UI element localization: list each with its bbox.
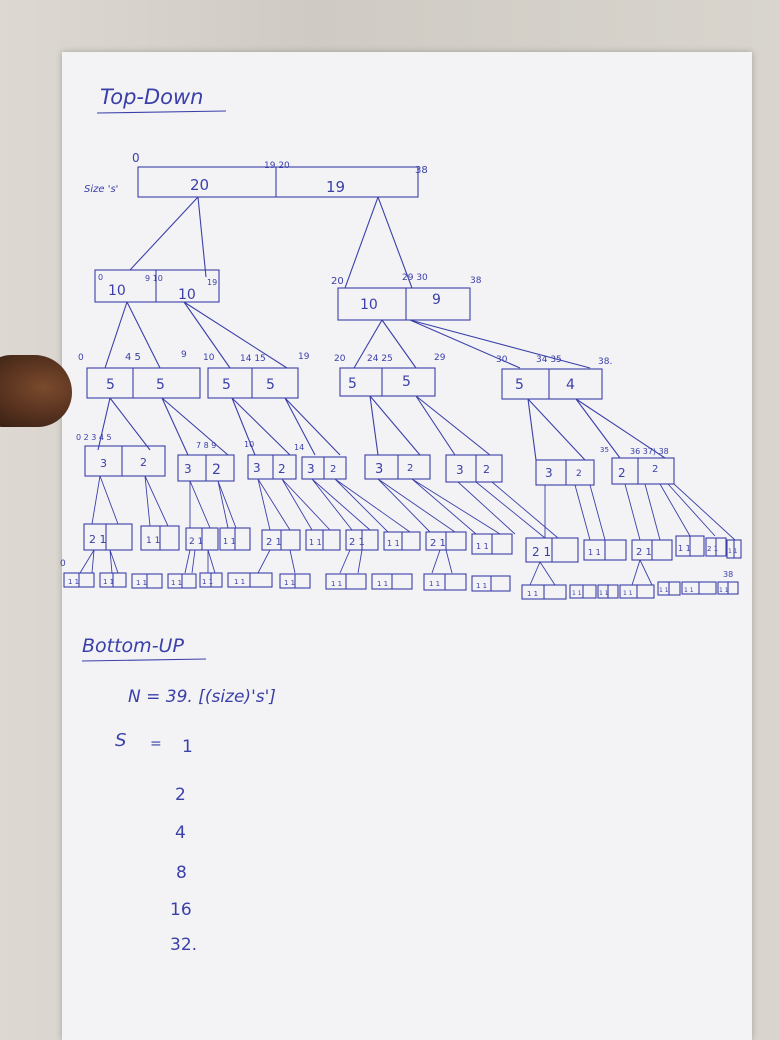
l4-7-val: 2 1	[349, 537, 365, 548]
l5-13-val: 1 1	[572, 590, 582, 597]
l4-box-14	[676, 536, 704, 556]
l3-1-box	[85, 446, 165, 476]
l2-1-left: 5	[106, 377, 115, 393]
l2-4-idx-start: 30	[496, 355, 508, 365]
l4-box-13	[632, 540, 672, 560]
l5-15-val: 1 1	[623, 590, 633, 597]
level3-node-2	[178, 455, 234, 481]
l2-2-idx-end: 19	[298, 352, 310, 362]
root-right-size: 19	[326, 178, 346, 196]
level5-row	[60, 559, 738, 599]
l5-8-val: 1 1	[331, 580, 343, 588]
l4-12-val: 1 1	[588, 548, 601, 557]
l2-4-right: 4	[566, 377, 575, 393]
l5-box-7	[280, 574, 310, 588]
size-label: Size 's'	[84, 184, 119, 195]
edges-l3-l4	[92, 476, 735, 540]
l5-box-6	[228, 573, 272, 587]
l2-2-idx-start: 10	[203, 353, 215, 363]
l5-box-11	[472, 576, 510, 591]
root-idx-mid: 19 20	[264, 161, 290, 171]
l2-1-idx-end: 9	[181, 350, 187, 360]
l4-13-val: 2 1	[636, 547, 652, 558]
l3-6-left: 3	[456, 463, 464, 477]
l4-box-11	[526, 538, 578, 562]
l3-6-right: 2	[483, 463, 490, 476]
l2-2-idx-mid: 14 15	[240, 354, 266, 364]
l5-1-val: 1 1	[68, 578, 80, 586]
l5-box-5	[200, 573, 222, 587]
root-left-size: 20	[190, 176, 210, 194]
l2-3-idx-end: 29	[434, 353, 446, 363]
s-value-8: 8	[176, 863, 187, 883]
l4-box-12	[584, 540, 626, 560]
l1-right-left: 10	[360, 297, 378, 313]
l4-2-val: 1 1	[146, 536, 161, 546]
level4-row	[84, 524, 741, 562]
l3-1-idx: 0 2 3 4 5	[76, 433, 112, 442]
edges-l1-l2	[105, 302, 590, 368]
l4-box-7	[346, 530, 378, 550]
level3-node-6	[446, 455, 502, 482]
title-underline	[97, 111, 226, 113]
l2-1-box	[87, 368, 200, 398]
l2-1-right: 5	[156, 377, 165, 393]
l4-8-val: 1 1	[387, 539, 400, 548]
bottom-up-title: Bottom-UP	[82, 635, 184, 657]
l1-right-box	[338, 288, 470, 320]
l3-2-left: 3	[184, 462, 192, 476]
l3-8-idx: 36 37) 38	[630, 447, 669, 456]
title-top-down: Top-Down	[100, 85, 204, 109]
bottom-up-underline	[82, 659, 206, 661]
level2-node-2	[203, 352, 310, 398]
l4-5-val: 2 1	[266, 537, 282, 548]
l2-4-left: 5	[515, 377, 524, 393]
l3-5-right: 2	[407, 463, 414, 474]
l5-5-val: 1 1	[202, 578, 214, 586]
level3-node-5	[365, 455, 430, 479]
level1-node-left	[95, 270, 219, 303]
l1-right-idx-end: 38	[470, 276, 482, 286]
edges-l2-l3	[98, 396, 665, 460]
l5-3-val: 1 1	[136, 579, 148, 587]
l5-box-10	[424, 574, 466, 590]
l3-8-right: 2	[652, 464, 659, 475]
l4-3-val: 2 1	[189, 537, 204, 547]
l3-3-left: 3	[253, 461, 261, 475]
l4-box-3	[186, 528, 218, 550]
l3-6-box	[446, 455, 502, 482]
l4-16-val: 1 1	[728, 548, 738, 555]
l4-box-1	[84, 524, 132, 550]
l4-box-9	[426, 532, 466, 550]
level3-node-8	[612, 458, 674, 484]
l1-left-idx-mid: 9 10	[145, 274, 163, 283]
l4-9-val: 2 1	[430, 538, 446, 549]
l5-2-val: 1 1	[103, 578, 115, 586]
l4-box-16	[727, 540, 741, 558]
l5-box-17	[682, 582, 716, 594]
l5-6-val: 1 1	[234, 578, 246, 586]
root-idx-end: 38	[415, 165, 428, 176]
l5-18-val: 1 1	[719, 587, 729, 594]
l3-3-idx: 10	[244, 440, 255, 449]
l3-4-idx: 14	[294, 443, 305, 452]
l3-7-idx: 35	[600, 446, 609, 454]
level3-node-1	[85, 446, 165, 476]
s-value-2: 2	[175, 785, 186, 805]
level1-node-right	[331, 273, 482, 320]
l5-10-val: 1 1	[429, 580, 441, 588]
l4-box-6	[306, 530, 340, 550]
l4-box-10	[472, 534, 512, 554]
s-value-16: 16	[170, 900, 192, 920]
l5-box-16	[658, 582, 680, 595]
l5-14-val: 1 1	[599, 590, 609, 597]
l3-1-left: 3	[100, 457, 107, 470]
l2-3-right: 5	[402, 374, 411, 390]
l4-4-val: 1 1	[223, 537, 236, 546]
l4-6-val: 1 1	[309, 538, 322, 547]
l4-box-2	[141, 526, 179, 550]
l1-left-right: 10	[178, 287, 196, 303]
l3-8-left: 2	[618, 466, 626, 480]
l4-10-val: 1 1	[476, 542, 489, 551]
l2-1-idx-start: 0	[78, 353, 84, 363]
l5-12-val: 1 1	[527, 590, 539, 598]
l5-box-9	[372, 574, 412, 589]
l1-right-idx-start: 20	[331, 276, 344, 287]
l2-3-idx-mid: 24 25	[367, 354, 393, 364]
level2-node-1	[78, 350, 200, 398]
l4-1-val: 2 1	[89, 533, 107, 546]
s-label: S	[115, 730, 127, 751]
l5-box-15	[620, 585, 654, 598]
l3-2-right: 2	[212, 462, 221, 478]
l4-15-val: 2 1	[707, 545, 719, 553]
s-value-1: 1	[182, 737, 193, 757]
l2-2-left: 5	[222, 377, 231, 393]
level2-node-3	[334, 353, 446, 396]
l4-box-5	[262, 530, 300, 550]
l5-9-val: 1 1	[377, 580, 389, 588]
l5-16-val: 1 1	[659, 587, 669, 594]
l3-4-right: 2	[330, 464, 337, 475]
l5-box-18	[718, 582, 738, 594]
l2-1-idx-mid: 4 5	[125, 352, 141, 363]
l4-box-4	[220, 528, 250, 550]
l3-7-left: 3	[545, 466, 553, 480]
leaf-end-idx: 38	[723, 570, 734, 579]
l2-3-idx-start: 20	[334, 354, 346, 364]
l3-1-right: 2	[140, 456, 147, 469]
l3-7-right: 2	[576, 469, 582, 479]
l5-box-3	[132, 574, 162, 588]
l5-box-2	[100, 573, 126, 587]
s-value-32: 32.	[170, 935, 198, 955]
l2-2-right: 5	[266, 377, 275, 393]
s-equals: =	[150, 736, 162, 752]
l2-3-left: 5	[348, 376, 357, 392]
l1-right-idx-mid: 29 30	[402, 273, 428, 283]
l5-box-12	[522, 585, 566, 599]
l3-2-idx: 7 8 9	[196, 441, 217, 450]
l5-box-8	[326, 574, 366, 589]
l4-box-8	[384, 532, 420, 550]
l5-17-val: 1 1	[684, 587, 694, 594]
leaf-start-idx: 0	[60, 559, 66, 569]
l5-box-1	[64, 573, 94, 587]
level3-node-7	[536, 460, 594, 485]
s-value-4: 4	[175, 823, 186, 843]
l4-11-val: 2 1	[532, 545, 552, 559]
l5-box-13	[570, 585, 596, 598]
level2-node-4	[496, 355, 612, 399]
root-box	[138, 167, 418, 197]
l5-box-4	[168, 574, 196, 588]
l5-box-14	[598, 585, 618, 598]
l3-4-left: 3	[307, 462, 315, 476]
l2-4-idx-end: 38.	[598, 357, 613, 367]
level3-node-4	[302, 457, 346, 479]
l1-left-left: 10	[108, 283, 126, 299]
l1-right-right: 9	[432, 292, 441, 308]
l2-4-idx-mid: 34 35	[536, 355, 562, 365]
l1-left-idx-start: 0	[98, 273, 104, 282]
root-node	[132, 151, 428, 197]
l4-box-15	[706, 538, 726, 556]
level3-node-3	[248, 455, 296, 479]
edges-root-l1	[130, 197, 412, 288]
l1-left-idx-end: 19	[207, 278, 218, 287]
l5-11-val: 1 1	[476, 582, 488, 590]
l4-14-val: 1 1	[678, 544, 691, 553]
formula-n: N = 39. [(size)'s']	[128, 687, 276, 707]
root-idx-start: 0	[132, 151, 140, 165]
l5-4-val: 1 1	[171, 579, 183, 587]
l3-5-left: 3	[375, 462, 384, 477]
l3-3-right: 2	[278, 462, 286, 476]
l5-7-val: 1 1	[284, 579, 296, 587]
